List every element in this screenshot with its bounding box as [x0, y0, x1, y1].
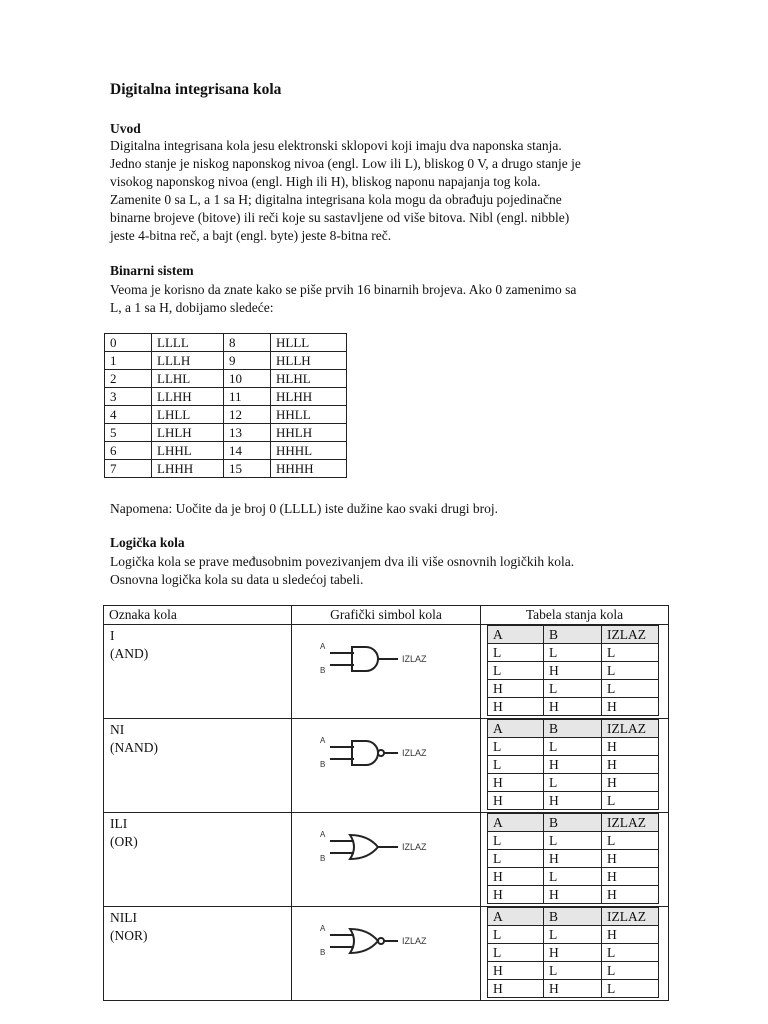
truth-table-value: L	[488, 926, 544, 944]
truth-table-row	[488, 944, 659, 962]
truth-table-row	[488, 868, 659, 886]
binary-table-row	[105, 370, 347, 388]
binary-table-cell: 9	[224, 352, 271, 370]
gate-name: I (AND)	[110, 628, 149, 661]
binary-table-cell: HLHL	[271, 370, 347, 388]
truth-header-cell: B	[544, 720, 602, 738]
truth-table-value: L	[488, 644, 544, 662]
truth-table-value: H	[544, 886, 602, 904]
or-gate-icon	[318, 827, 448, 867]
truth-table	[487, 813, 659, 904]
truth-table-value: H	[602, 926, 659, 944]
input-a-label: A	[320, 830, 326, 839]
truth-table-value: L	[488, 738, 544, 756]
input-b-label: B	[320, 854, 326, 863]
truth-table-cell	[481, 907, 669, 1001]
binary-table-cell: 4	[105, 406, 152, 424]
truth-header-cell: B	[544, 908, 602, 926]
binary-table-row	[105, 424, 347, 442]
logic-gates-table	[103, 605, 669, 1001]
gate-symbol	[292, 813, 480, 906]
truth-table-row	[488, 886, 659, 904]
truth-table-value: L	[544, 644, 602, 662]
truth-table-value: H	[488, 680, 544, 698]
binary-table-cell: LHHH	[152, 460, 224, 478]
truth-table	[487, 907, 659, 998]
truth-table-header	[488, 626, 659, 644]
truth-table-value: L	[544, 832, 602, 850]
col-header-label: Oznaka kola	[104, 606, 292, 625]
document-title: Digitalna integrisana kola	[110, 81, 282, 98]
binary-table-cell: LLHH	[152, 388, 224, 406]
truth-table-value: L	[488, 756, 544, 774]
input-b-label: B	[320, 666, 326, 675]
truth-table-value: L	[602, 662, 659, 680]
truth-table-value: H	[602, 738, 659, 756]
truth-table-value: H	[544, 662, 602, 680]
binary-table-row	[105, 442, 347, 460]
truth-table-value: L	[544, 774, 602, 792]
truth-table-row	[488, 774, 659, 792]
truth-table-value: L	[488, 850, 544, 868]
gate-symbol-cell	[292, 625, 481, 719]
binary-table-cell: 5	[105, 424, 152, 442]
truth-header-cell: A	[488, 720, 544, 738]
binary-table-cell: 6	[105, 442, 152, 460]
truth-table-value: H	[488, 868, 544, 886]
binary-table-cell: 0	[105, 334, 152, 352]
input-b-label: B	[320, 948, 326, 957]
truth-table-row	[488, 738, 659, 756]
truth-table-value: H	[602, 868, 659, 886]
gate-symbol	[292, 719, 480, 812]
truth-table-value: H	[544, 698, 602, 716]
truth-table-row	[488, 832, 659, 850]
truth-table-value: H	[488, 980, 544, 998]
output-label: IZLAZ	[402, 654, 427, 664]
gate-name: ILI (OR)	[110, 816, 138, 849]
gate-symbol-cell	[292, 813, 481, 907]
nand-gate-icon	[318, 733, 448, 773]
truth-table-value: H	[488, 774, 544, 792]
binary-table-cell: 10	[224, 370, 271, 388]
logic-paragraph: Logička kola se prave međusobnim povezivanjem dva ili više osnovnih logičkih kola. Osnovna logička kola su data u sledećoj tabeli.	[110, 554, 575, 587]
gates-header-row	[104, 606, 669, 625]
truth-table-value: H	[488, 792, 544, 810]
gate-row-nand	[104, 719, 669, 813]
truth-table-value: L	[602, 792, 659, 810]
binary-table-cell: LLHL	[152, 370, 224, 388]
truth-header-cell: IZLAZ	[602, 626, 659, 644]
truth-table-value: L	[602, 962, 659, 980]
output-label: IZLAZ	[402, 748, 427, 758]
truth-header-cell: B	[544, 814, 602, 832]
truth-table-value: H	[602, 774, 659, 792]
truth-header-cell: A	[488, 814, 544, 832]
nor-gate-icon	[318, 921, 448, 961]
binary-table-cell: LHLL	[152, 406, 224, 424]
binary-table-cell: LHLH	[152, 424, 224, 442]
truth-table-value: L	[544, 962, 602, 980]
truth-table-value: L	[544, 926, 602, 944]
truth-table-value: L	[602, 944, 659, 962]
truth-table-value: L	[488, 832, 544, 850]
truth-table-value: L	[602, 832, 659, 850]
binary-table-cell: 2	[105, 370, 152, 388]
binary-table-cell: 8	[224, 334, 271, 352]
truth-table-value: L	[544, 868, 602, 886]
input-a-label: A	[320, 924, 326, 933]
gate-symbol-cell	[292, 719, 481, 813]
binary-table-cell: HHLL	[271, 406, 347, 424]
gate-row-nor	[104, 907, 669, 1001]
input-a-label: A	[320, 642, 326, 651]
output-label: IZLAZ	[402, 842, 427, 852]
truth-table-value: H	[488, 698, 544, 716]
truth-header-cell: IZLAZ	[602, 720, 659, 738]
truth-table-row	[488, 962, 659, 980]
truth-table-row	[488, 792, 659, 810]
gate-symbol	[292, 907, 480, 1000]
truth-table-value: L	[544, 680, 602, 698]
truth-table-row	[488, 850, 659, 868]
truth-table-value: H	[602, 850, 659, 868]
truth-table-row	[488, 926, 659, 944]
input-b-label: B	[320, 760, 326, 769]
output-label: IZLAZ	[402, 936, 427, 946]
truth-table-header	[488, 814, 659, 832]
truth-table-value: H	[544, 792, 602, 810]
truth-table-cell	[481, 719, 669, 813]
truth-table-header	[488, 908, 659, 926]
truth-table-value: L	[602, 980, 659, 998]
binary-note: Napomena: Uočite da je broj 0 (LLLL) iste dužine kao svaki drugi broj.	[110, 501, 499, 516]
truth-table-row	[488, 698, 659, 716]
truth-table-value: H	[544, 980, 602, 998]
gate-name-cell	[104, 625, 292, 719]
intro-heading: Uvod	[110, 121, 141, 136]
gate-symbol-cell	[292, 907, 481, 1001]
truth-table	[487, 719, 659, 810]
col-header-truth-table: Tabela stanja kola	[481, 606, 669, 625]
and-gate-icon	[318, 639, 448, 679]
binary-table-cell: HHHH	[271, 460, 347, 478]
binary-table-cell: HLLL	[271, 334, 347, 352]
truth-header-cell: IZLAZ	[602, 814, 659, 832]
binary-table-row	[105, 388, 347, 406]
binary-table-cell: 11	[224, 388, 271, 406]
truth-table-value: H	[488, 962, 544, 980]
gate-name-cell	[104, 813, 292, 907]
gate-name-cell	[104, 719, 292, 813]
truth-table-header	[488, 720, 659, 738]
binary-table-row	[105, 406, 347, 424]
binary-table-cell: HHHL	[271, 442, 347, 460]
truth-table-value: H	[488, 886, 544, 904]
truth-table-value: H	[544, 944, 602, 962]
truth-table	[487, 625, 659, 716]
gate-row-or	[104, 813, 669, 907]
gate-name-cell	[104, 907, 292, 1001]
truth-table-value: H	[544, 756, 602, 774]
binary-table-cell: HHLH	[271, 424, 347, 442]
logic-heading: Logička kola	[110, 535, 185, 550]
truth-table-value: H	[544, 850, 602, 868]
truth-header-cell: A	[488, 626, 544, 644]
truth-table-row	[488, 756, 659, 774]
intro-paragraph: Digitalna integrisana kola jesu elektronski sklopovi koji imaju dva naponska stanja. Jedno stanje je niskog naponskog nivoa (engl. Low ili L), bliskog 0 V, a drugo stanje je visokog naponskog nivoa (engl. High ili H), bliskog naponu napajanja tog kola. Zamenite 0 sa L, a 1 sa H; digitalna integrisana kola mogu da obrađuju pojedinačne binarne brojeve (bitove) ili reči koje su sastavljene od više bitova. Nibl (engl. nibble) jeste 4-bitna reč, a bajt (engl. byte) jeste 8-bitna reč.	[110, 138, 581, 243]
truth-table-row	[488, 980, 659, 998]
truth-table-cell	[481, 813, 669, 907]
binary-table-cell: 12	[224, 406, 271, 424]
binary-table-cell: 13	[224, 424, 271, 442]
truth-table-row	[488, 644, 659, 662]
binary-paragraph: Veoma je korisno da znate kako se piše prvih 16 binarnih brojeva. Ako 0 zamenimo sa L, a 1 sa H, dobijamo sledeće:	[110, 282, 577, 315]
truth-table-value: L	[488, 944, 544, 962]
gate-row-and	[104, 625, 669, 719]
binary-table-cell: 14	[224, 442, 271, 460]
binary-table-cell: LLLL	[152, 334, 224, 352]
truth-table-value: H	[602, 886, 659, 904]
truth-table-value: H	[602, 756, 659, 774]
truth-table-row	[488, 662, 659, 680]
gate-symbol	[292, 625, 480, 718]
binary-table-cell: 7	[105, 460, 152, 478]
truth-table-value: L	[488, 662, 544, 680]
input-a-label: A	[320, 736, 326, 745]
binary-heading: Binarni sistem	[110, 263, 194, 278]
gate-name: NILI (NOR)	[110, 910, 148, 943]
truth-table-value: H	[602, 698, 659, 716]
binary-table	[104, 333, 347, 478]
binary-table-cell: LHHL	[152, 442, 224, 460]
gate-name: NI (NAND)	[110, 722, 158, 755]
binary-table-cell: 15	[224, 460, 271, 478]
truth-table-cell	[481, 625, 669, 719]
binary-table-cell: HLLH	[271, 352, 347, 370]
col-header-symbol: Grafički simbol kola	[292, 606, 481, 625]
binary-table-cell: 3	[105, 388, 152, 406]
truth-table-value: L	[602, 644, 659, 662]
binary-table-row	[105, 460, 347, 478]
truth-table-value: L	[544, 738, 602, 756]
binary-table-cell: LLLH	[152, 352, 224, 370]
binary-table-cell: HLHH	[271, 388, 347, 406]
binary-table-row	[105, 334, 347, 352]
truth-table-row	[488, 680, 659, 698]
truth-header-cell: IZLAZ	[602, 908, 659, 926]
truth-table-value: L	[602, 680, 659, 698]
truth-header-cell: A	[488, 908, 544, 926]
truth-header-cell: B	[544, 626, 602, 644]
binary-table-cell: 1	[105, 352, 152, 370]
binary-table-row	[105, 352, 347, 370]
